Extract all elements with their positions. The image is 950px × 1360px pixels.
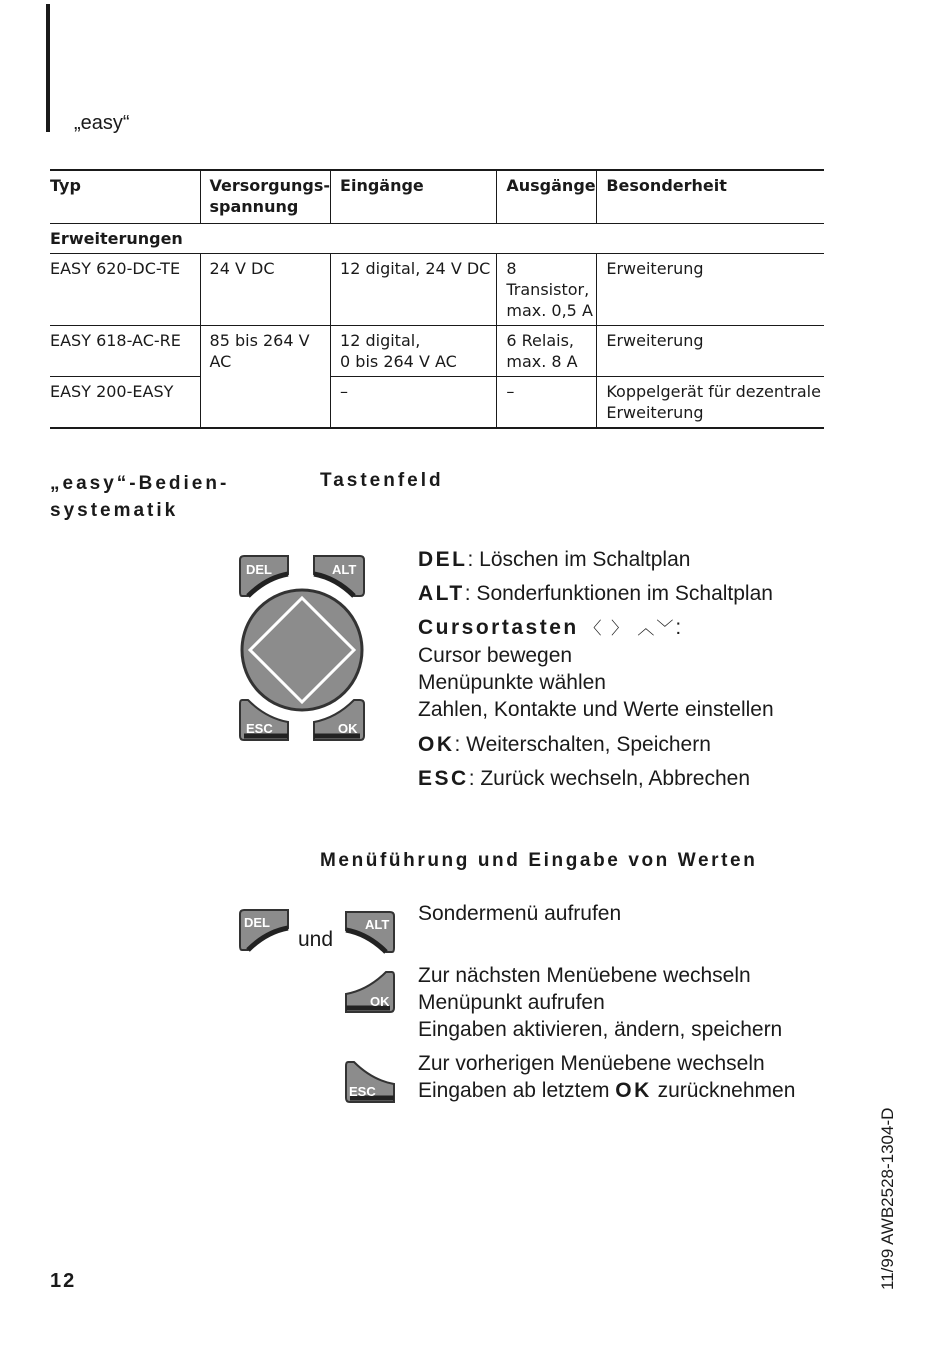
esc-key-label: ESC: [246, 721, 273, 736]
desc-cursor: [418, 614, 681, 643]
key-name: OK: [615, 1079, 652, 1102]
del-key-icon: [238, 908, 290, 952]
cell-besonderheit: Erweiterung: [597, 254, 824, 326]
col-header-typ: Typ: [50, 170, 200, 224]
key-name: DEL: [418, 548, 468, 571]
ok-key-label: OK: [338, 721, 358, 736]
cell-ausgaenge: 6 Relais, max. 8 A: [497, 326, 597, 377]
del-key-label: DEL: [246, 562, 272, 577]
cell-ausgaenge: 8 Transistor, max. 0,5 A: [497, 254, 597, 326]
document-code: 11/99 AWB2528-1304-D: [878, 1107, 897, 1290]
connector-text: und: [298, 928, 334, 951]
del-key-label: DEL: [244, 915, 270, 930]
side-heading: „easy“-Bedien- systematik: [50, 473, 230, 521]
desc-text: : Zurück wechseln, Abbrechen: [468, 767, 751, 790]
cursor-pad-icon: [242, 590, 362, 710]
desc-alt: [418, 580, 773, 607]
desc-text: :: [675, 616, 682, 639]
cell-ausgaenge: –: [497, 377, 597, 429]
cursor-arrows-icon: 〈 〉 ︿﹀: [584, 619, 676, 639]
menu-heading: Menüführung und Eingabe von Werten: [320, 850, 758, 871]
page-number: 12: [50, 1270, 77, 1292]
table-header-row: [50, 170, 824, 224]
ok-key-label: OK: [370, 994, 390, 1009]
cell-typ: EASY 618-AC-RE: [50, 326, 200, 377]
cell-besonderheit: Koppelgerät für dezentrale Erweiterung: [597, 377, 824, 429]
desc-esc: [418, 765, 750, 792]
table-row: [50, 254, 824, 326]
desc-cursor-lines: Cursor bewegen Menüpunkte wählen Zahlen, Kontakte und Werte einstellen: [418, 644, 774, 721]
section-label: Erweiterungen: [50, 224, 824, 254]
keypad-illustration: [236, 552, 368, 744]
menu-desc-prev: [418, 1050, 795, 1104]
alt-key-label: ALT: [365, 917, 390, 932]
cell-typ: EASY 200-EASY: [50, 377, 200, 429]
keypad-heading: Tastenfeld: [320, 470, 444, 491]
key-name: Cursortasten: [418, 616, 579, 639]
ok-key-icon: [344, 970, 396, 1014]
desc-text: : Weiterschalten, Speichern: [454, 733, 711, 756]
cell-spannung: 24 V DC: [200, 254, 331, 326]
device-table: [50, 169, 824, 429]
cell-besonderheit: Erweiterung: [597, 326, 824, 377]
desc-text: : Sonderfunktionen im Schaltplan: [464, 582, 773, 605]
table-row: [50, 326, 824, 377]
alt-key-label: ALT: [332, 562, 357, 577]
col-header-versorgung: Versorgungs- spannung: [200, 170, 331, 224]
col-header-eingaenge: Eingänge: [331, 170, 497, 224]
key-name: OK: [418, 733, 455, 756]
desc-del: [418, 546, 690, 573]
alt-key-icon: [344, 910, 396, 954]
table-row: [50, 377, 824, 429]
key-name: ALT: [418, 582, 465, 605]
desc-text: Zur vorherigen Menüebene wechseln Eingaben ab letztem: [418, 1052, 765, 1102]
cell-eingaenge: 12 digital, 24 V DC: [331, 254, 497, 326]
desc-text: : Löschen im Schaltplan: [467, 548, 691, 571]
cell-eingaenge: –: [331, 377, 497, 429]
cell-eingaenge: 12 digital, 0 bis 264 V AC: [331, 326, 497, 377]
cell-typ: EASY 620-DC-TE: [50, 254, 200, 326]
desc-text: zurücknehmen: [651, 1079, 796, 1102]
menu-desc-special: Sondermenü aufrufen: [418, 902, 622, 925]
desc-ok: [418, 731, 711, 758]
col-header-ausgaenge: Ausgänge: [497, 170, 597, 224]
margin-bar: [46, 4, 50, 132]
menu-desc-next: Zur nächsten Menüebene wechseln Menüpunkt aufrufen Eingaben aktivieren, ändern, speichern: [418, 964, 783, 1041]
page-header-title: „easy“: [74, 112, 130, 134]
table-section-row: [50, 224, 824, 254]
alt-key-icon: [314, 556, 364, 596]
del-key-icon: [240, 556, 288, 596]
col-header-besonderheit: Besonderheit: [597, 170, 824, 224]
esc-key-label: ESC: [349, 1084, 376, 1099]
key-name: ESC: [418, 767, 469, 790]
cell-spannung: 85 bis 264 V AC: [200, 326, 331, 429]
esc-key-icon: [344, 1060, 396, 1104]
